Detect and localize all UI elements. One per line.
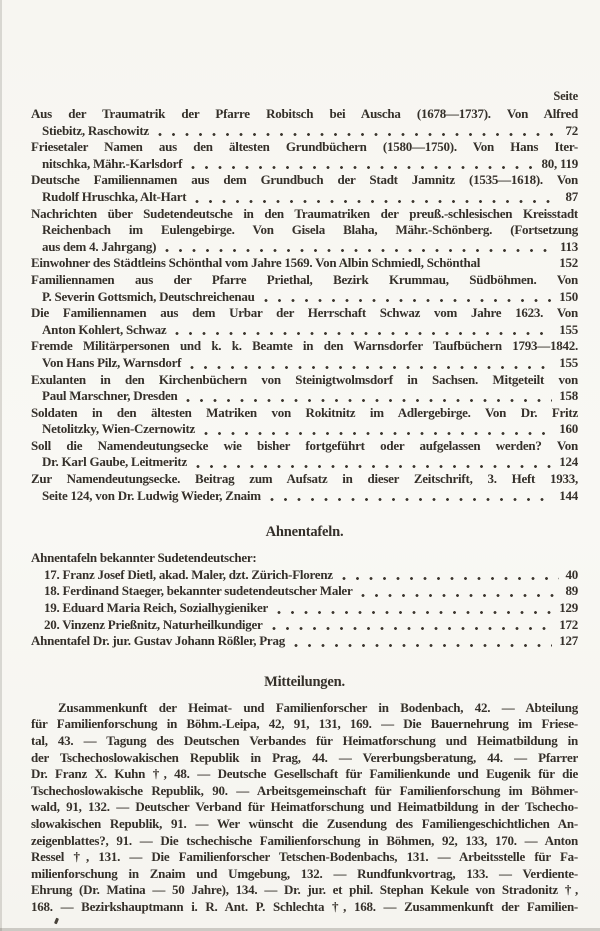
toc-entry (31, 471, 578, 504)
ahnentafel-item-text: 20. Vinzenz Prießnitz, Naturheilkundiger (44, 616, 263, 632)
ahnentafel-item (31, 633, 578, 650)
paragraph-line: Ehrung (Dr. Matina — 50 Jahre), 134. — Dr. jur. et phil. Stephan Kekule von Stradonitz †, (31, 882, 578, 898)
toc-line: Fremde Militärpersonen und k. k. Beamte in den Warnsdorfer Taufbüchern 1793—1842. (31, 338, 578, 354)
page-content (31, 88, 578, 916)
toc-entry (31, 305, 578, 338)
toc-line (31, 189, 578, 206)
paragraph-line: Ressel †, 131. — Die Familienforscher Tetschen-Bodenbachs, 131. — Arbeitsstelle für Fa- (31, 849, 578, 865)
page-number: 172 (559, 616, 578, 632)
paragraph-line: Dr. Franz X. Kuhn †, 48. — Deutsche Gesellschaft für Familienkunde und Eugenik für die (31, 766, 578, 782)
dot-leader (342, 567, 559, 584)
ahnentafel-item-text: Ahnentafel Dr. jur. Gustav Johann Rößler, Prag (31, 633, 285, 649)
toc-line-text: Anton Kohlert, Schwaz (42, 321, 167, 337)
paragraph-line: zeigenblattes?, 91. — Die tschechische Familienforschung in Böhmen, 92, 133, 170. — Anton (31, 832, 578, 848)
toc-line-text: Rudolf Hruschka, Alt-Hart (42, 188, 187, 204)
page-number: 155 (559, 354, 578, 370)
toc-line: Die Familiennamen aus dem Urbar der Herrschaft Schwaz vom Jahre 1623. Von (31, 305, 578, 321)
toc-entry (31, 172, 578, 205)
page-column-header: Seite (553, 89, 578, 103)
dot-leader (294, 633, 552, 650)
toc-line (31, 255, 578, 272)
toc-line (31, 123, 578, 140)
dot-leader (361, 583, 558, 600)
ahnentafel-item-text: 18. Ferdinand Staeger, bekannter sudetendeutscher Maler (44, 583, 353, 599)
toc-line: Reichenbach im Eulengebirge. Von Gisela Blaha, Mähr.-Schönberg. (Fortsetzung (42, 222, 578, 238)
dot-leader (158, 123, 559, 140)
toc-entry (31, 206, 578, 256)
toc-line-text: Von Hans Pilz, Warnsdorf (42, 354, 182, 370)
toc-entry (31, 272, 578, 305)
toc-line-text: aus dem 4. Jahrgang) (42, 238, 157, 254)
scan-left-edge (0, 0, 2, 931)
toc-line (31, 421, 578, 438)
dot-leader (165, 239, 553, 256)
toc-line: Soldaten in den ältesten Matriken von Rokitnitz im Adlergebirge. Von Dr. Fritz (31, 404, 578, 420)
dot-leader (190, 355, 552, 372)
scan-speck-artifact (54, 918, 59, 925)
dot-leader (175, 322, 552, 339)
paragraph-line: für Familienforschung in Böhm.-Leipa, 42, 91, 131, 169. — Die Bauernehrung im Friese- (31, 716, 578, 732)
toc-entry (31, 139, 578, 172)
toc-line-text: Paul Marschner, Dresden (42, 388, 178, 404)
toc-line: Soll die Namendeutungsecke wie bisher fortgeführt oder aufgelassen werden? Von (31, 437, 578, 453)
toc-line (31, 488, 578, 505)
page-number: 87 (565, 188, 578, 204)
dot-leader (277, 600, 552, 617)
dot-leader (186, 388, 552, 405)
dot-leader (272, 617, 553, 634)
section-heading-ahnentafeln: Ahnentafeln. (265, 524, 344, 541)
paragraph-line: Tschechoslowakische Republik, 90. — Arbeitsgemeinschaft für Familienforschung im Böhmer- (31, 782, 578, 798)
page-number: 127 (559, 633, 578, 649)
toc-line-text: P. Severin Gottsmich, Deutschreichenau (42, 288, 255, 304)
toc-entry (31, 372, 578, 405)
page-number: 158 (559, 388, 578, 404)
ahnentafel-item (31, 583, 578, 600)
ahnentafel-item (31, 600, 578, 617)
paragraph-line: slowakischen Republik, 91. — Wer wünscht die Zusendung des Familiengeschichtlichen An- (31, 815, 578, 831)
toc-line: Friesetaler Namen aus den ältesten Grundbüchern (1580—1750). Von Hans Iter- (31, 139, 578, 155)
paragraph-line: tal, 43. — Tagung des Deutschen Verbandes für Heimatforschung und Heimatbildung in (31, 733, 578, 748)
paragraph-line: Zusammenkunft der Heimat- und Familienforscher in Bodenbach, 42. — Abteilung (58, 699, 578, 715)
dot-leader (195, 189, 558, 206)
dot-leader (196, 454, 552, 471)
page-number: 152 (559, 255, 578, 271)
toc-line: Deutsche Familiennamen aus dem Grundbuch der Stadt Jamnitz (1535—1618). Von (31, 172, 578, 188)
dot-leader (191, 156, 534, 173)
dot-leader (270, 488, 552, 505)
toc-line (31, 289, 578, 306)
paragraph-line: 168. — Bezirkshauptmann i. R. Ant. P. Schlechta †, 168. — Zusammenkunft der Familien- (31, 898, 578, 914)
page-number: 113 (559, 238, 578, 254)
paragraph-line: wald, 91, 132. — Deutscher Verband für Heimatforschung und Heimatbildung in der Tschecho- (31, 799, 578, 815)
toc-line: Exulanten in den Kirchenbüchern von Steinigtwolmsdorf in Sachsen. Mitgeteilt von (31, 371, 578, 387)
page-number: 40 (565, 566, 578, 582)
toc-line-text: Netolitzky, Wien-Czernowitz (42, 421, 196, 437)
toc-entry (31, 438, 578, 471)
ahnentafel-item (31, 617, 578, 634)
page-number: 72 (565, 122, 578, 138)
toc-list (31, 106, 578, 504)
paragraph-line: milienforschung in Znaim und Umgebung, 132. — Rundfunkvortrag, 133. — Verdiente- (31, 865, 578, 881)
section-heading-mitteilungen: Mitteilungen. (264, 673, 345, 690)
ahnentafel-item-text: 19. Eduard Maria Reich, Sozialhygieniker (44, 600, 268, 616)
ahnentafeln-list (31, 567, 578, 650)
toc-line (31, 454, 578, 471)
toc-line: Zur Namendeutungsecke. Beitrag zum Aufsatz in dieser Zeitschrift, 3. Heft 1933, (31, 471, 578, 487)
toc-line: Familiennamen aus der Pfarre Priethal, Bezirk Krummau, Südböhmen. Von (31, 271, 578, 287)
ahnentafel-item (31, 567, 578, 584)
page-number: 129 (559, 600, 578, 616)
page-number: 80, 119 (541, 155, 578, 171)
toc-line (31, 388, 578, 405)
toc-line-text: Seite 124, von Dr. Ludwig Wieder, Znaim (42, 487, 261, 503)
toc-line: Aus der Traumatrik der Pfarre Robitsch bei Auscha (1678—1737). Von Alfred (31, 106, 578, 121)
ahnentafel-item-text: 17. Franz Josef Dietl, akad. Maler, dzt. Zürich-Florenz (44, 566, 333, 582)
toc-entry (31, 405, 578, 438)
page-number: 150 (559, 288, 578, 304)
dot-leader (489, 255, 552, 272)
dot-leader (204, 421, 552, 438)
page-number: 155 (559, 321, 578, 337)
toc-line-text: Einwohner des Städtleins Schönthal vom Jahre 1569. Von Albin Schmiedl, Schönthal (31, 255, 481, 271)
toc-line (31, 156, 578, 173)
toc-line (31, 355, 578, 372)
page-number: 144 (559, 487, 578, 503)
page-number: 160 (559, 421, 578, 437)
toc-entry (31, 338, 578, 371)
toc-line-text: Stiebitz, Raschowitz (42, 122, 149, 138)
toc-line (31, 322, 578, 339)
page-number: 124 (559, 454, 578, 470)
toc-line-text: Dr. Karl Gaube, Leitmeritz (42, 454, 188, 470)
page-number: 89 (565, 583, 578, 599)
toc-line (31, 239, 578, 256)
toc-line-text: nitschka, Mähr.-Karlsdorf (42, 155, 183, 171)
toc-entry (31, 106, 578, 139)
dot-leader (264, 289, 553, 306)
toc-entry (31, 255, 578, 272)
paragraph-line: der Tschechoslowakischen Republik in Prag, 44. — Vererbungsberatung, 44. — Pfarrer (31, 749, 578, 765)
toc-line: Nachrichten über Sudetendeutsche in den Traumatriken der preuß.-schlesischen Kreisstadt (31, 205, 578, 221)
mitteilungen-paragraph (31, 700, 578, 916)
ahnentafeln-intro: Ahnentafeln bekannter Sudetendeutscher: (31, 550, 257, 566)
